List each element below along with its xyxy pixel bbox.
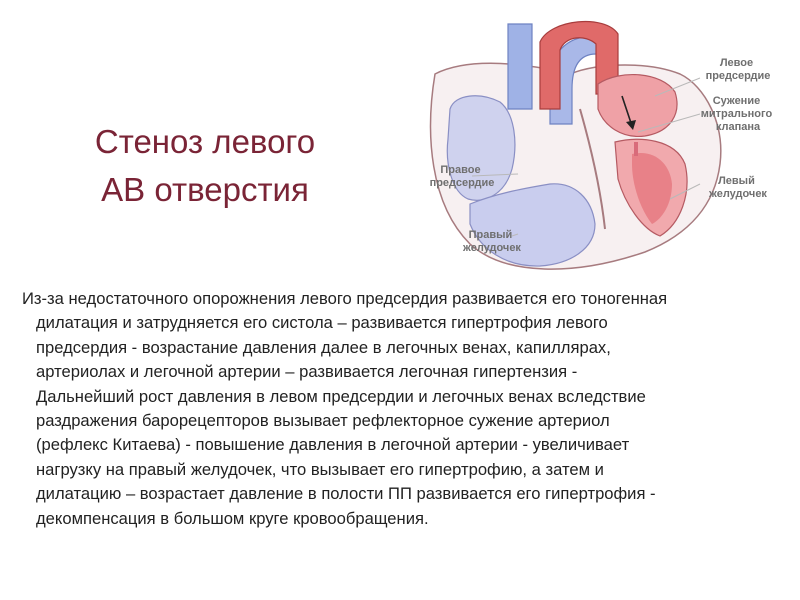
title-line-2: АВ отверстия xyxy=(101,171,309,208)
text-line: Дальнейший рост давления в левом предсердии и легочных венах вследствие xyxy=(36,386,646,406)
slide-title xyxy=(40,118,370,214)
text-line: нагрузку на правый желудочек, что вызывает его гипертрофию, а затем и xyxy=(36,459,604,479)
heart-diagram xyxy=(400,14,800,284)
vena-cava xyxy=(508,24,532,109)
text-line: (рефлекс Китаева) - повышение давления в легочной артерии - увеличивает xyxy=(36,435,630,455)
text-line: декомпенсация в большом круге кровообращения. xyxy=(36,508,429,528)
body-paragraph xyxy=(22,287,792,531)
label-mitral-narrowing: Сужение митрального клапана xyxy=(700,95,773,133)
title-line-1: Стеноз левого xyxy=(94,123,316,160)
text-line: артериолах и легочной артерии – развивается легочная гипертензия - xyxy=(36,362,578,382)
label-right-atrium: Правое предсердие xyxy=(429,164,495,189)
label-left-ventricle: Левый желудочек xyxy=(709,175,767,200)
label-right-ventricle: Правый желудочек xyxy=(463,229,521,254)
heart-illustration xyxy=(400,14,800,284)
text-line: дилатация и затрудняется его систола – развивается гипертрофия левого xyxy=(36,313,608,333)
label-left-atrium: Левое предсердие xyxy=(705,57,771,82)
text-line: предсердия - возрастание давления далее в легочных венах, капиллярах, xyxy=(36,337,611,357)
text-line: дилатацию – возрастает давление в полости ПП развивается его гипертрофия - xyxy=(36,484,656,504)
text-line: Из-за недостаточного опорожнения левого предсердия развивается его тоногенная xyxy=(22,289,668,308)
text-line: раздражения барорецепторов вызывает рефлекторное сужение артериол xyxy=(36,411,610,431)
